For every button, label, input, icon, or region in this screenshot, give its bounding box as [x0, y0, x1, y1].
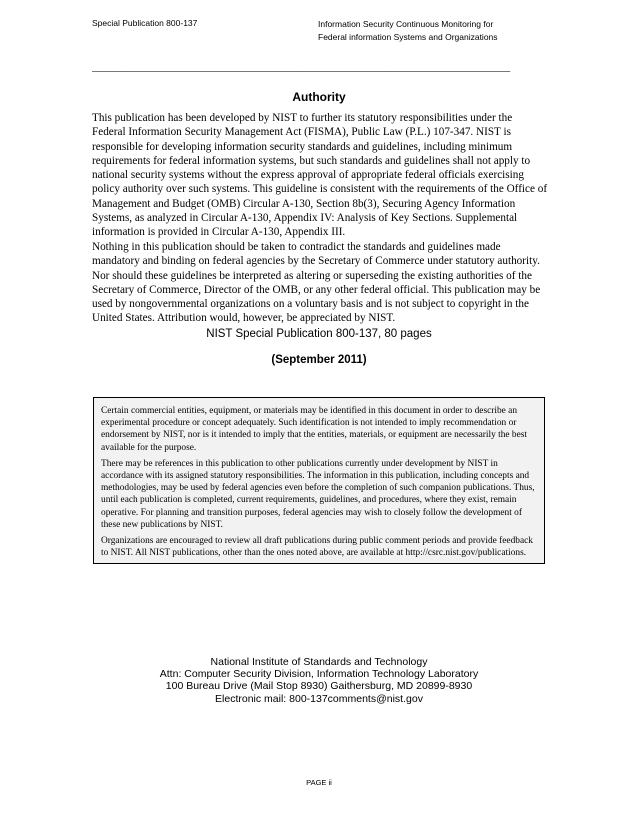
disclaimer-paragraph-3: Organizations are encouraged to review all draft publications during public comment periods and provide feedback to NIST. All NIST publications, other than the ones noted above, are available at http://csrc.nist.gov/publications.	[101, 536, 533, 559]
contact-address	[92, 656, 546, 705]
publication-info: NIST Special Publication 800-137, 80 pages	[206, 328, 432, 340]
disclaimer-paragraph-1: Certain commercial entities, equipment, or materials may be identified in this document in order to describe an experimental procedure or concept adequately. Such identification is not intended to imply recommendation or endorsement by NIST, nor is it intended to imply that the entities, materials, or equipment are necessarily the best available for the purpose.	[101, 406, 528, 453]
disclaimer-paragraph-2: There may be references in this publication to other publications currently under development by NIST in accordance with its assigned statutory responsibilities. The information in this publication, including concepts and methodologies, may be used by federal agencies even before the completion of such companion publications. Thus, until each publication is completed, current requirements, guidelines, and procedures, where they exist, remain operative. For planning and transition purposes, federal agencies may wish to closely follow the development of these new publications by NIST.	[101, 458, 535, 530]
page-number: PAGE ii	[306, 778, 332, 787]
address-line-2: Attn: Computer Security Division, Information Technology Laboratory	[159, 668, 479, 681]
page-title: Authority	[292, 90, 346, 104]
address-line-4: Electronic mail: 800-137comments@nist.gov	[215, 692, 423, 705]
address-line-1: National Institute of Standards and Technology	[210, 656, 428, 668]
header-publication-id: Special Publication 800-137	[92, 18, 198, 28]
address-line-3: 100 Bureau Drive (Mail Stop 8930) Gaithersburg, MD 20899-8930	[165, 680, 473, 693]
header-rule: ______________________________________________________________________________________________	[92, 63, 511, 72]
authority-paragraph-2: Nothing in this publication should be taken to contradict the standards and guidelines made mandatory and binding on federal agencies by the Secretary of Commerce under statutory authority. Nor should these guidelines be interpreted as altering or superseding the existing authorities of the Secretary of Commerce, Director of the OMB, or any other federal official. This publication may be used by nongovernmental organizations on a voluntary basis and is not subject to copyright in the United States. Attribution would, however, be appreciated by NIST.	[92, 241, 541, 325]
header-title-line-2: Federal information Systems and Organizations	[318, 32, 498, 42]
disclaimer-box	[93, 397, 545, 564]
authority-paragraph-1: This publication has been developed by NIST to further its statutory responsibilities under the Federal Information Security Management Act (FISMA), Public Law (P.L.) 107-347. NIST is responsible for developing information security standards and guidelines, including minimum requirements for federal information systems, but such standards and guidelines shall not apply to national security systems without the express approval of appropriate federal officials exercising policy authority over such systems. This guideline is consistent with the requirements of the Office of Management and Budget (OMB) Circular A-130, Section 8b(3), Securing Agency Information Systems, as analyzed in Circular A-130, Appendix IV: Analysis of Key Sections. Supplemental information is provided in Circular A-130, Appendix III.	[92, 112, 548, 239]
header-document-title	[318, 18, 498, 44]
header-title-line-1: Information Security Continuous Monitoring for	[318, 19, 494, 29]
publication-date: (September 2011)	[271, 354, 367, 366]
